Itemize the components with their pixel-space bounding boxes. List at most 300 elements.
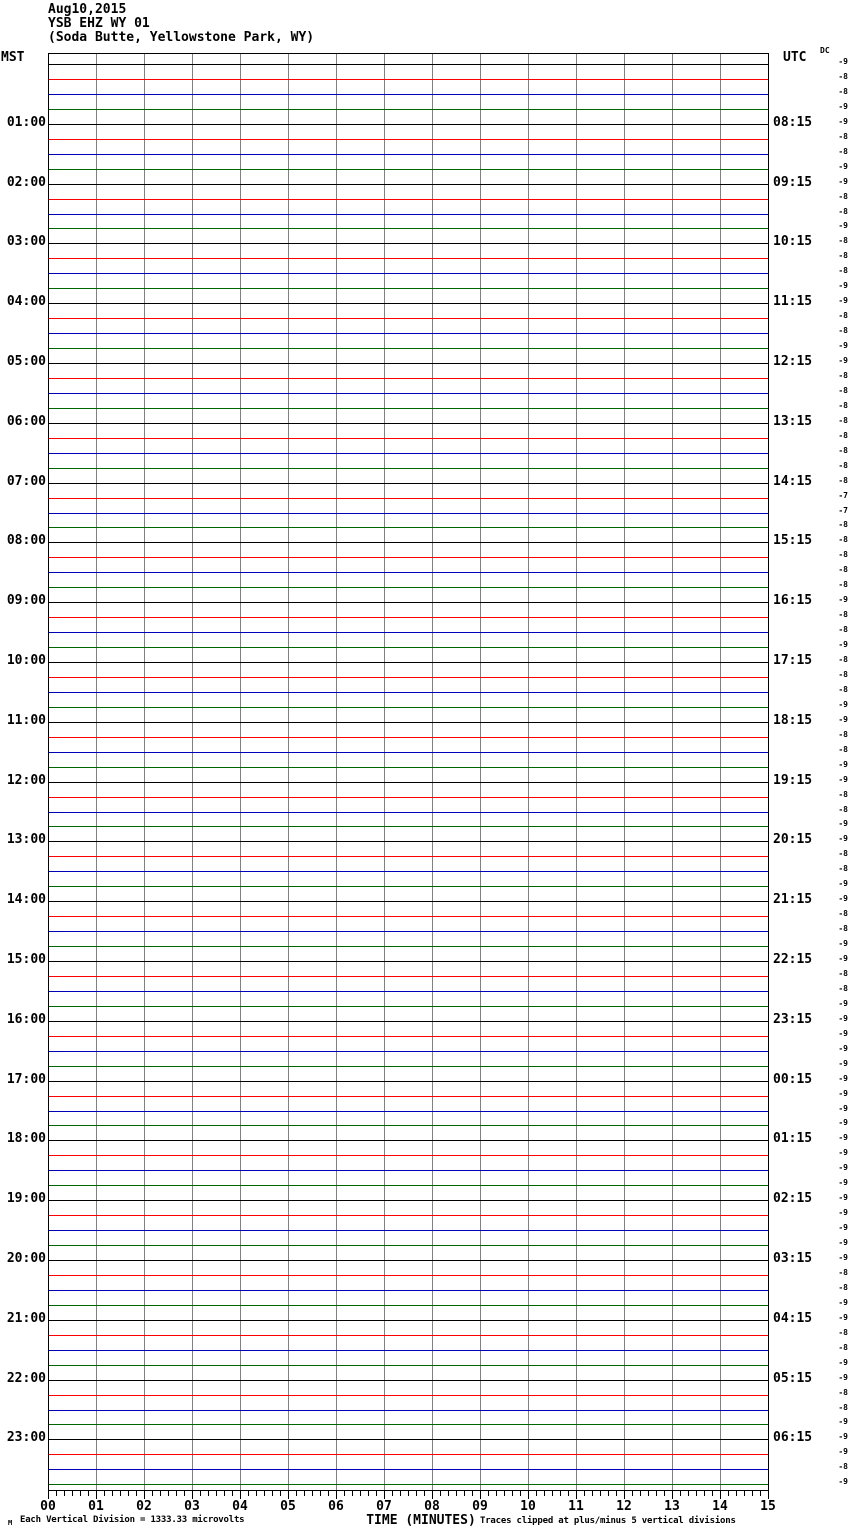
- dc-value: -8: [838, 535, 848, 545]
- seismo-trace-1915: [49, 1215, 768, 1216]
- dc-value: -8: [838, 684, 848, 694]
- dc-value: -8: [838, 789, 848, 799]
- x-major-tick: [720, 1490, 721, 1499]
- dc-value: -7: [838, 505, 848, 515]
- dc-value: -9: [838, 759, 848, 769]
- x-minor-tick: [120, 1490, 121, 1496]
- x-minor-tick: [736, 1490, 737, 1496]
- seismo-trace-0215: [49, 199, 768, 200]
- utc-time-label: 13:15: [773, 413, 813, 429]
- dc-value: -8: [838, 326, 848, 336]
- utc-time-label: 18:15: [773, 712, 813, 728]
- utc-time-label: 16:15: [773, 593, 813, 609]
- vertical-division-note: Each Vertical Division = 1333.33 microvolts: [20, 1515, 245, 1525]
- seismo-trace-0045: [49, 109, 768, 110]
- dc-value: -9: [838, 1372, 848, 1382]
- x-major-tick: [288, 1490, 289, 1499]
- seismo-trace-0115: [49, 139, 768, 140]
- x-major-tick: [480, 1490, 481, 1499]
- seismo-trace-0330: [49, 273, 768, 274]
- dc-value: -8: [838, 669, 848, 679]
- dc-value: -8: [838, 520, 848, 530]
- dc-value: -9: [838, 57, 848, 66]
- x-major-tick: [384, 1490, 385, 1499]
- utc-time-label: 14:15: [773, 473, 813, 489]
- dc-value: -8: [838, 370, 848, 380]
- dc-value: -9: [838, 1417, 848, 1427]
- mst-time-label: 01:00: [6, 114, 46, 130]
- x-tick-label: 05: [280, 1499, 296, 1514]
- seismo-trace-0600: [49, 423, 768, 424]
- seismo-trace-0015: [49, 79, 768, 80]
- seismo-trace-1600: [49, 1021, 768, 1022]
- dc-value: -8: [838, 625, 848, 635]
- mst-time-label: 02:00: [6, 174, 46, 190]
- seismo-trace-0715: [49, 498, 768, 499]
- dc-value: -9: [838, 1133, 848, 1143]
- seismo-trace-0130: [49, 154, 768, 155]
- dc-value: -9: [838, 819, 848, 829]
- dc-value: -9: [838, 1013, 848, 1023]
- x-tick-label: 01: [88, 1499, 104, 1514]
- x-minor-tick: [152, 1490, 153, 1496]
- chart-date: Aug10,2015: [48, 2, 127, 17]
- dc-value: -8: [838, 909, 848, 919]
- seismo-trace-0700: [49, 483, 768, 484]
- x-major-tick: [768, 1490, 769, 1499]
- x-minor-tick: [256, 1490, 257, 1496]
- dc-value: -9: [838, 1118, 848, 1128]
- seismo-trace-2015: [49, 1275, 768, 1276]
- x-tick-label: 08: [424, 1499, 440, 1514]
- x-minor-tick: [56, 1490, 57, 1496]
- x-major-tick: [672, 1490, 673, 1499]
- x-minor-tick: [104, 1490, 105, 1496]
- seismo-trace-0830: [49, 572, 768, 573]
- dc-value: -8: [838, 86, 848, 96]
- dc-value: -7: [838, 490, 848, 500]
- seismo-trace-0145: [49, 169, 768, 170]
- dc-value: -9: [838, 1238, 848, 1248]
- x-axis-title: TIME (MINUTES): [366, 1513, 476, 1528]
- dc-value: -9: [838, 176, 848, 186]
- dc-value: -8: [838, 1387, 848, 1397]
- dc-value: -8: [838, 580, 848, 590]
- x-minor-tick: [632, 1490, 633, 1496]
- mst-time-label: 20:00: [6, 1251, 46, 1266]
- dc-value: -8: [838, 1282, 848, 1292]
- x-tick-label: 06: [328, 1499, 344, 1514]
- x-minor-tick: [648, 1490, 649, 1496]
- dc-value: -9: [838, 1178, 848, 1188]
- mst-time-label: 19:00: [6, 1191, 46, 1207]
- x-major-tick: [240, 1490, 241, 1499]
- dc-value: -9: [838, 1088, 848, 1098]
- mst-time-label: 15:00: [6, 952, 46, 967]
- x-minor-tick: [224, 1490, 225, 1496]
- x-minor-tick: [456, 1490, 457, 1496]
- seismo-trace-1615: [49, 1036, 768, 1037]
- dc-value: -9: [838, 1103, 848, 1113]
- seismo-trace-0630: [49, 453, 768, 454]
- x-minor-tick: [520, 1490, 521, 1496]
- dc-value: -8: [838, 1462, 848, 1472]
- seismo-trace-0945: [49, 647, 768, 648]
- x-minor-tick: [216, 1490, 217, 1496]
- dc-value: -9: [838, 356, 848, 365]
- seismo-trace-2000: [49, 1260, 768, 1261]
- x-minor-tick: [656, 1490, 657, 1496]
- seismo-trace-0230: [49, 214, 768, 215]
- dc-value: -8: [838, 206, 848, 216]
- dc-value: -8: [838, 550, 848, 560]
- seismo-trace-1115: [49, 737, 768, 738]
- corner-mark: M: [8, 1519, 13, 1527]
- dc-value: -8: [838, 460, 848, 470]
- mst-time-label: 22:00: [6, 1370, 46, 1386]
- x-minor-tick: [264, 1490, 265, 1496]
- x-minor-tick: [296, 1490, 297, 1496]
- x-minor-tick: [64, 1490, 65, 1496]
- dc-value: -9: [838, 1193, 848, 1203]
- dc-value: -8: [838, 71, 848, 81]
- x-major-tick: [48, 1490, 49, 1499]
- x-major-tick: [432, 1490, 433, 1499]
- mst-time-label: 11:00: [6, 712, 46, 728]
- dc-value: -9: [838, 1297, 848, 1307]
- dc-value: -8: [838, 131, 848, 141]
- x-minor-tick: [408, 1490, 409, 1496]
- dc-value: -8: [838, 1402, 848, 1412]
- x-minor-tick: [696, 1490, 697, 1496]
- x-minor-tick: [320, 1490, 321, 1496]
- dc-value: -9: [838, 954, 848, 963]
- seismo-trace-0100: [49, 124, 768, 125]
- dc-value: -9: [838, 1357, 848, 1367]
- x-minor-tick: [168, 1490, 169, 1496]
- x-minor-tick: [504, 1490, 505, 1496]
- dc-value: -8: [838, 983, 848, 993]
- dc-value: -8: [838, 968, 848, 978]
- utc-time-label: 00:15: [773, 1071, 813, 1087]
- x-minor-tick: [128, 1490, 129, 1496]
- x-minor-tick: [280, 1490, 281, 1496]
- seismo-trace-1730: [49, 1111, 768, 1112]
- mst-time-label: 23:00: [6, 1430, 46, 1446]
- seismo-trace-1930: [49, 1230, 768, 1231]
- seismo-trace-1945: [49, 1245, 768, 1246]
- utc-time-label: 23:15: [773, 1011, 813, 1027]
- seismo-trace-2215: [49, 1395, 768, 1396]
- dc-value: -8: [838, 146, 848, 156]
- seismo-trace-1000: [49, 662, 768, 663]
- seismo-trace-2045: [49, 1305, 768, 1306]
- seismo-trace-2115: [49, 1335, 768, 1336]
- mst-time-label: 14:00: [6, 892, 46, 908]
- seismo-trace-1300: [49, 841, 768, 842]
- utc-time-label: 17:15: [773, 653, 813, 668]
- dc-value: -9: [838, 296, 848, 306]
- seismo-trace-1815: [49, 1155, 768, 1156]
- x-minor-tick: [608, 1490, 609, 1496]
- seismo-trace-1130: [49, 752, 768, 753]
- x-tick-label: 04: [232, 1499, 248, 1514]
- utc-time-label: 05:15: [773, 1370, 813, 1386]
- utc-time-label: 03:15: [773, 1251, 813, 1266]
- x-minor-tick: [208, 1490, 209, 1496]
- dc-value: -8: [838, 236, 848, 246]
- seismo-trace-0915: [49, 617, 768, 618]
- dc-value: -9: [838, 1043, 848, 1053]
- utc-axis-label: UTC: [783, 50, 807, 65]
- x-tick-label: 09: [472, 1499, 488, 1514]
- seismo-trace-1330: [49, 871, 768, 872]
- dc-value: -8: [838, 864, 848, 874]
- dc-value: -9: [838, 714, 848, 724]
- dc-value: -9: [838, 101, 848, 111]
- seismo-trace-1445: [49, 946, 768, 947]
- x-tick-label: 03: [184, 1499, 200, 1514]
- mst-time-label: 08:00: [6, 533, 46, 549]
- dc-axis-label: DC: [820, 46, 830, 55]
- dc-value: -8: [838, 610, 848, 620]
- mst-time-label: 09:00: [6, 593, 46, 609]
- x-tick-label: 12: [616, 1499, 632, 1514]
- x-minor-tick: [600, 1490, 601, 1496]
- seismo-trace-1630: [49, 1051, 768, 1052]
- seismo-trace-0815: [49, 557, 768, 558]
- x-minor-tick: [368, 1490, 369, 1496]
- seismo-trace-0300: [49, 243, 768, 244]
- mst-time-label: 13:00: [6, 832, 46, 848]
- utc-time-label: 09:15: [773, 174, 813, 190]
- dc-value: -9: [838, 281, 848, 291]
- seismo-trace-0200: [49, 184, 768, 185]
- x-tick-label: 00: [40, 1499, 56, 1514]
- dc-value: -9: [838, 161, 848, 171]
- seismo-trace-2300: [49, 1439, 768, 1440]
- utc-time-label: 20:15: [773, 832, 813, 848]
- x-minor-tick: [560, 1490, 561, 1496]
- utc-time-label: 22:15: [773, 952, 813, 967]
- dc-value: -9: [838, 834, 848, 844]
- seismo-trace-2245: [49, 1424, 768, 1425]
- x-minor-tick: [200, 1490, 201, 1496]
- seismo-trace-1015: [49, 677, 768, 678]
- seismo-trace-0000: [49, 64, 768, 65]
- seismo-trace-2145: [49, 1365, 768, 1366]
- seismo-trace-0800: [49, 542, 768, 543]
- dc-value: -9: [838, 1208, 848, 1218]
- x-minor-tick: [112, 1490, 113, 1496]
- seismo-trace-2130: [49, 1350, 768, 1351]
- x-minor-tick: [616, 1490, 617, 1496]
- x-minor-tick: [72, 1490, 73, 1496]
- dc-value: -8: [838, 415, 848, 425]
- dc-value: -8: [838, 266, 848, 276]
- x-minor-tick: [400, 1490, 401, 1496]
- dc-value: -8: [838, 400, 848, 410]
- x-tick-label: 10: [520, 1499, 536, 1514]
- x-minor-tick: [88, 1490, 89, 1496]
- dc-value: -8: [838, 924, 848, 934]
- dc-value: -9: [838, 595, 848, 605]
- dc-value: -9: [838, 640, 848, 650]
- seismo-trace-1230: [49, 812, 768, 813]
- seismo-trace-1245: [49, 826, 768, 827]
- seismo-trace-1030: [49, 692, 768, 693]
- dc-value: -9: [838, 1148, 848, 1158]
- x-tick-label: 11: [568, 1499, 584, 1514]
- seismo-trace-0645: [49, 468, 768, 469]
- dc-value: -9: [838, 1312, 848, 1322]
- mst-time-label: 05:00: [6, 354, 46, 369]
- utc-time-label: 12:15: [773, 354, 813, 369]
- x-minor-tick: [312, 1490, 313, 1496]
- seismo-trace-1515: [49, 976, 768, 977]
- dc-value: -8: [838, 475, 848, 485]
- x-minor-tick: [176, 1490, 177, 1496]
- seismo-trace-2030: [49, 1290, 768, 1291]
- x-minor-tick: [744, 1490, 745, 1496]
- x-minor-tick: [392, 1490, 393, 1496]
- x-major-tick: [528, 1490, 529, 1499]
- mst-time-label: 18:00: [6, 1131, 46, 1147]
- x-minor-tick: [664, 1490, 665, 1496]
- seismo-trace-0430: [49, 333, 768, 334]
- x-minor-tick: [360, 1490, 361, 1496]
- dc-value: -8: [838, 655, 848, 664]
- seismo-trace-0900: [49, 602, 768, 603]
- utc-time-label: 21:15: [773, 892, 813, 908]
- x-minor-tick: [248, 1490, 249, 1496]
- dc-value: -9: [838, 998, 848, 1008]
- mst-time-label: 10:00: [6, 653, 46, 668]
- dc-value: -9: [838, 221, 848, 231]
- x-minor-tick: [136, 1490, 137, 1496]
- x-minor-tick: [232, 1490, 233, 1496]
- seismo-trace-1530: [49, 991, 768, 992]
- seismo-trace-1830: [49, 1170, 768, 1171]
- x-major-tick: [576, 1490, 577, 1499]
- x-major-tick: [192, 1490, 193, 1499]
- dc-value: -9: [838, 1477, 848, 1487]
- dc-value: -9: [838, 116, 848, 126]
- seismo-trace-2200: [49, 1380, 768, 1381]
- x-minor-tick: [496, 1490, 497, 1496]
- x-minor-tick: [640, 1490, 641, 1496]
- x-tick-label: 07: [376, 1499, 392, 1514]
- dc-value: -8: [838, 1267, 848, 1277]
- utc-time-label: 01:15: [773, 1131, 813, 1147]
- mst-time-label: 03:00: [6, 234, 46, 250]
- dc-value: -8: [838, 191, 848, 201]
- x-tick-label: 14: [712, 1499, 728, 1514]
- seismo-trace-0930: [49, 632, 768, 633]
- x-minor-tick: [752, 1490, 753, 1496]
- seismo-trace-1745: [49, 1125, 768, 1126]
- dc-value: -9: [838, 1028, 848, 1038]
- x-minor-tick: [448, 1490, 449, 1496]
- seismo-trace-0615: [49, 438, 768, 439]
- dc-value: -8: [838, 251, 848, 261]
- seismo-trace-0500: [49, 363, 768, 364]
- x-minor-tick: [80, 1490, 81, 1496]
- utc-time-label: 06:15: [773, 1430, 813, 1446]
- seismo-trace-0245: [49, 228, 768, 229]
- dc-value: -8: [838, 430, 848, 440]
- x-major-tick: [144, 1490, 145, 1499]
- mst-time-label: 16:00: [6, 1011, 46, 1027]
- x-minor-tick: [352, 1490, 353, 1496]
- mst-time-label: 06:00: [6, 413, 46, 429]
- seismo-trace-1415: [49, 916, 768, 917]
- x-minor-tick: [464, 1490, 465, 1496]
- dc-value: -9: [838, 774, 848, 784]
- x-major-tick: [624, 1490, 625, 1499]
- utc-time-label: 11:15: [773, 294, 813, 310]
- dc-value: -8: [838, 1327, 848, 1337]
- dc-value: -9: [838, 939, 848, 949]
- mst-time-label: 21:00: [6, 1310, 46, 1326]
- seismo-trace-2345: [49, 1484, 768, 1485]
- x-minor-tick: [328, 1490, 329, 1496]
- dc-value: -9: [838, 1058, 848, 1068]
- x-minor-tick: [680, 1490, 681, 1496]
- dc-value: -8: [838, 849, 848, 859]
- dc-value: -9: [838, 341, 848, 351]
- x-tick-label: 02: [136, 1499, 152, 1514]
- seismo-trace-1430: [49, 931, 768, 932]
- x-tick-label: 15: [760, 1499, 776, 1514]
- x-minor-tick: [472, 1490, 473, 1496]
- dc-value: -9: [838, 1163, 848, 1173]
- mst-time-label: 17:00: [6, 1071, 46, 1087]
- dc-value: -8: [838, 385, 848, 395]
- dc-value: -9: [838, 1073, 848, 1083]
- seismo-trace-1145: [49, 767, 768, 768]
- x-minor-tick: [416, 1490, 417, 1496]
- utc-time-label: 10:15: [773, 234, 813, 250]
- x-minor-tick: [536, 1490, 537, 1496]
- dc-value: -8: [838, 311, 848, 321]
- dc-value: -8: [838, 744, 848, 754]
- dc-value: -8: [838, 1342, 848, 1352]
- x-minor-tick: [304, 1490, 305, 1496]
- utc-time-label: 02:15: [773, 1191, 813, 1207]
- seismo-trace-1800: [49, 1140, 768, 1141]
- seismo-trace-1100: [49, 722, 768, 723]
- station-code: YSB EHZ WY 01: [48, 16, 150, 31]
- dc-value: -9: [838, 894, 848, 904]
- x-major-tick: [336, 1490, 337, 1499]
- utc-time-label: 19:15: [773, 772, 813, 788]
- mst-time-label: 07:00: [6, 473, 46, 489]
- dc-value: -8: [838, 804, 848, 814]
- x-minor-tick: [184, 1490, 185, 1496]
- x-minor-tick: [704, 1490, 705, 1496]
- x-tick-label: 13: [664, 1499, 680, 1514]
- x-minor-tick: [568, 1490, 569, 1496]
- mst-time-label: 04:00: [6, 294, 46, 310]
- x-minor-tick: [344, 1490, 345, 1496]
- mst-axis-label: MST: [1, 50, 25, 65]
- seismo-trace-1645: [49, 1066, 768, 1067]
- dc-value: -8: [838, 729, 848, 739]
- seismo-trace-1545: [49, 1006, 768, 1007]
- seismo-trace-1315: [49, 856, 768, 857]
- utc-time-label: 04:15: [773, 1310, 813, 1326]
